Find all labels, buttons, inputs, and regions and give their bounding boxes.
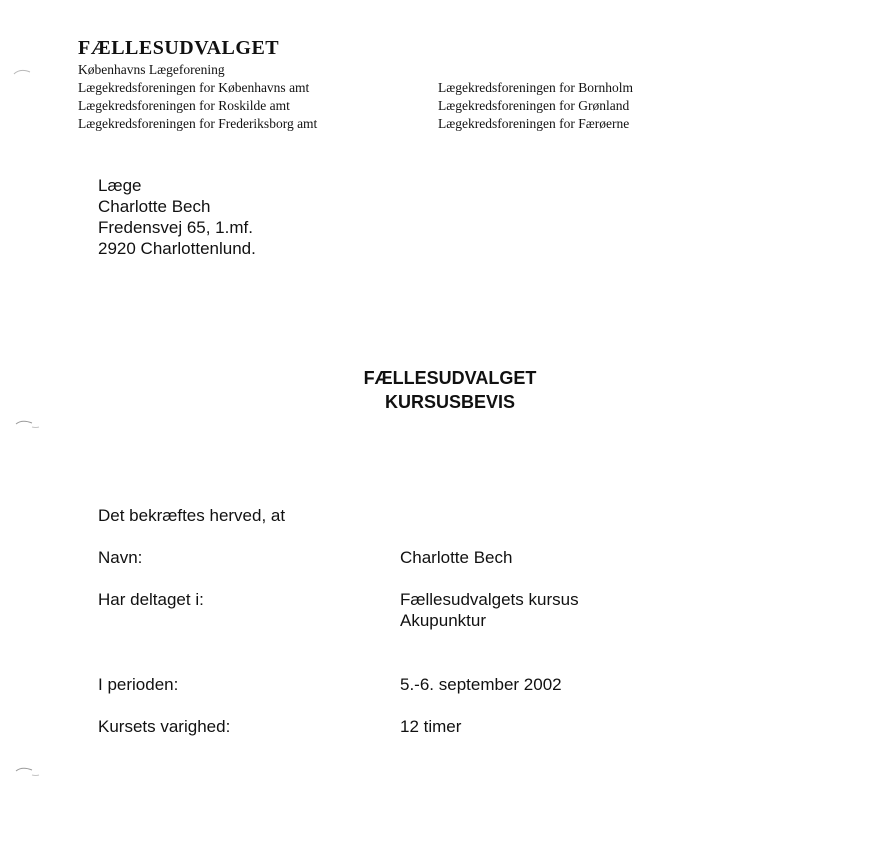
course-value [400,589,579,631]
recipient-address [98,175,256,259]
letterhead-title: FÆLLESUDVALGET [78,37,280,59]
binder-mark [10,66,40,78]
course-value-line: Akupunktur [400,611,486,630]
recipient-title: Læge [98,176,142,195]
course-value-line: Fællesudvalgets kursus [400,590,579,609]
letterhead-left-line: Lægekredsforeningen for Københavns amt [78,80,310,95]
duration-value: 12 timer [400,717,462,736]
letterhead-left-block [78,61,317,133]
period-value: 5.-6. september 2002 [400,675,562,694]
certificate-heading-org: FÆLLESUDVALGET [363,368,537,388]
duration-label: Kursets varighed: [98,717,231,736]
course-label: Har deltaget i: [98,590,204,609]
certificate-heading-title: KURSUSBEVIS [384,392,516,412]
recipient-street: Fredensvej 65, 1.mf. [98,218,253,237]
name-label: Navn: [98,548,143,567]
letterhead-left-line: Lægekredsforeningen for Roskilde amt [78,98,290,113]
recipient-name: Charlotte Bech [98,197,211,216]
certificate-heading [300,366,600,414]
letterhead-left-line: Københavns Lægeforening [78,62,225,77]
letterhead-right-line: Lægekredsforeningen for Færøerne [438,116,630,131]
period-label: I perioden: [98,675,179,694]
recipient-city: 2920 Charlottenlund. [98,239,256,258]
binder-mark [10,765,40,777]
certificate-intro: Det bekræftes herved, at [98,506,286,525]
letterhead-right-line: Lægekredsforeningen for Grønland [438,98,630,113]
letterhead-right-block [438,79,633,133]
letterhead-left-line: Lægekredsforeningen for Frederiksborg amt [78,116,318,131]
name-value: Charlotte Bech [400,548,513,567]
letterhead-right-line: Lægekredsforeningen for Bornholm [438,80,633,95]
binder-mark [10,418,40,430]
